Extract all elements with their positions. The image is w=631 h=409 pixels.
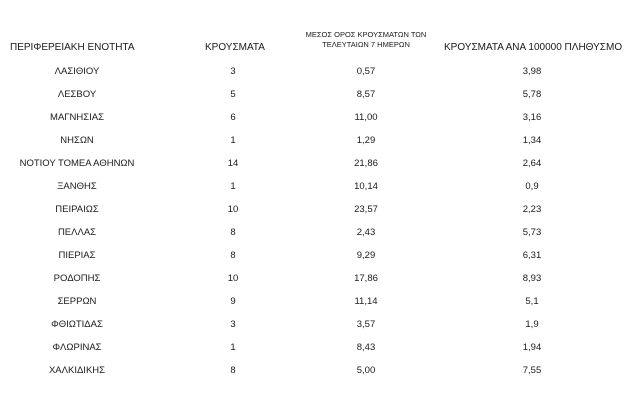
cell-region: ΠΕΙΡΑΙΩΣ [55, 204, 99, 215]
header-avg-7-days [292, 30, 440, 50]
table-row [0, 295, 631, 309]
cell-avg: 0,57 [356, 66, 376, 77]
cell-per100k: 5,1 [525, 296, 539, 307]
cell-region: ΝΗΣΩΝ [60, 135, 94, 146]
cell-cases: 10 [227, 204, 239, 215]
header-cases: ΚΡΟΥΣΜΑΤΑ [205, 42, 265, 53]
table-row [0, 180, 631, 194]
cell-avg: 21,86 [354, 158, 378, 169]
cell-region: ΠΕΛΛΑΣ [57, 227, 97, 238]
cell-cases: 8 [230, 365, 236, 376]
header-avg-line-2: ΤΕΛΕΥΤΑΙΩΝ 7 ΗΜΕΡΩΝ [322, 40, 410, 49]
cell-avg: 10,14 [354, 181, 378, 192]
cell-cases: 3 [230, 66, 236, 77]
cell-cases: 1 [230, 135, 236, 146]
cell-region: ΛΑΣΙΘΙΟΥ [54, 66, 100, 77]
cell-region: ΦΘΙΩΤΙΔΑΣ [51, 319, 103, 330]
cell-cases: 14 [227, 158, 239, 169]
table-row [0, 88, 631, 102]
cell-region: ΧΑΛΚΙΔΙΚΗΣ [48, 365, 106, 376]
table-row [0, 249, 631, 263]
table-row [0, 157, 631, 171]
cell-avg: 8,57 [356, 89, 376, 100]
cell-avg: 11,00 [354, 112, 378, 123]
cell-per100k: 7,55 [522, 365, 542, 376]
cell-region: ΞΑΝΘΗΣ [57, 181, 97, 192]
cell-per100k: 8,93 [522, 273, 542, 284]
cell-cases: 1 [230, 342, 236, 353]
cell-per100k: 2,23 [522, 204, 542, 215]
cell-per100k: 1,94 [522, 342, 542, 353]
cell-cases: 9 [230, 296, 236, 307]
cell-per100k: 1,34 [522, 135, 542, 146]
cell-avg: 23,57 [354, 204, 378, 215]
header-region: ΠΕΡΙΦΕΡΕΙΑΚΗ ΕΝΟΤΗΤΑ [10, 42, 135, 53]
cell-avg: 5,00 [356, 365, 376, 376]
cell-avg: 11,14 [354, 296, 378, 307]
header-avg-line-1: ΜΕΣΟΣ ΟΡΟΣ ΚΡΟΥΣΜΑΤΩΝ ΤΩΝ [305, 30, 427, 39]
cell-per100k: 0,9 [525, 181, 539, 192]
cell-avg: 8,43 [356, 342, 376, 353]
cell-avg: 3,57 [356, 319, 376, 330]
cell-avg: 17,86 [354, 273, 378, 284]
cell-per100k: 1,9 [525, 319, 539, 330]
cell-region: ΡΟΔΟΠΗΣ [53, 273, 101, 284]
table-row [0, 341, 631, 355]
cell-per100k: 6,31 [522, 250, 542, 261]
cell-region: ΜΑΓΝΗΣΙΑΣ [50, 112, 104, 123]
cell-per100k: 3,98 [522, 66, 542, 77]
table-row [0, 226, 631, 240]
cell-cases: 6 [230, 112, 236, 123]
cell-cases: 8 [230, 250, 236, 261]
cell-per100k: 2,64 [522, 158, 542, 169]
cell-cases: 10 [227, 273, 239, 284]
cell-per100k: 5,73 [522, 227, 542, 238]
cell-region: ΠΙΕΡΙΑΣ [58, 250, 96, 261]
cell-cases: 8 [230, 227, 236, 238]
table-row [0, 318, 631, 332]
header-per-100k: ΚΡΟΥΣΜΑΤΑ ΑΝΑ 100000 ΠΛΗΘΥΣΜΟ [444, 42, 623, 53]
table-row [0, 272, 631, 286]
cell-cases: 5 [230, 89, 236, 100]
table-row [0, 364, 631, 378]
cell-cases: 1 [230, 181, 236, 192]
table-row [0, 203, 631, 217]
cell-avg: 1,29 [356, 135, 376, 146]
cell-avg: 9,29 [356, 250, 376, 261]
table-row [0, 65, 631, 79]
cell-region: ΝΟΤΙΟΥ ΤΟΜΕΑ ΑΘΗΝΩΝ [19, 158, 135, 169]
cell-cases: 3 [230, 319, 236, 330]
cell-region: ΦΛΩΡΙΝΑΣ [52, 342, 102, 353]
table-row [0, 111, 631, 125]
cell-per100k: 5,78 [522, 89, 542, 100]
cell-region: ΣΕΡΡΩΝ [57, 296, 97, 307]
cell-per100k: 3,16 [522, 112, 542, 123]
table-row [0, 134, 631, 148]
cell-avg: 2,43 [356, 227, 376, 238]
cell-region: ΛΕΣΒΟΥ [57, 89, 97, 100]
